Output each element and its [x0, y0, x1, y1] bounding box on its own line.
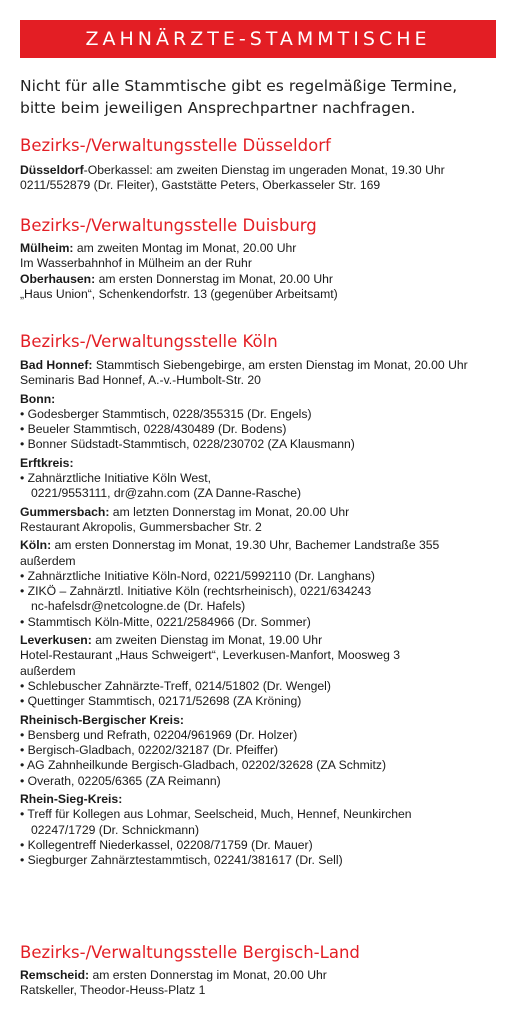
entry-line: außerdem: [20, 553, 76, 568]
list-item: • Bonner Südstadt-Stammtisch, 0228/230702 (ZA Klausmann): [20, 437, 355, 452]
list-item: • Quettinger Stammtisch, 02171/52698 (ZA Kröning): [20, 694, 302, 709]
entry-line: Oberhausen: am ersten Donnerstag im Monat, 20.00 Uhr: [20, 271, 333, 286]
list-item: • ZIKÖ – Zahnärztl. Initiative Köln (rechtsrheinisch), 0221/634243: [20, 584, 372, 599]
entry-line: Seminaris Bad Honnef, A.-v.-Humbolt-Str. 20: [20, 373, 261, 388]
list-item-continuation: 02247/1729 (Dr. Schnickmann): [31, 822, 200, 837]
entry-line: Düsseldorf-Oberkassel: am zweiten Dienstag im ungeraden Monat, 19.30 Uhr: [20, 163, 445, 177]
section-title-bergisch-land: Bezirks-/Verwaltungsstelle Bergisch-Land: [20, 943, 360, 962]
entry-line: Bad Honnef: Stammtisch Siebengebirge, am ersten Dienstag im Monat, 20.00 Uhr: [20, 358, 468, 372]
subsection-label-bonn: Bonn:: [20, 391, 56, 406]
section-title-koeln: Bezirks-/Verwaltungsstelle Köln: [20, 332, 278, 351]
list-item: • Stammtisch Köln-Mitte, 0221/2584966 (Dr. Sommer): [20, 614, 311, 629]
list-item: • Godesberger Stammtisch, 0228/355315 (Dr. Engels): [20, 406, 312, 421]
entry-line: „Haus Union“, Schenkendorfstr. 13 (gegenüber Arbeitsamt): [20, 286, 338, 301]
list-item: • Zahnärztliche Initiative Köln West,: [20, 471, 212, 486]
list-item: • Treff für Kollegen aus Lohmar, Seelscheid, Much, Hennef, Neunkirchen: [20, 807, 412, 822]
section-koeln: [20, 358, 510, 869]
list-item: • Overath, 02205/6365 (ZA Reimann): [20, 773, 221, 788]
list-item: • Bensberg und Refrath, 02204/961969 (Dr. Holzer): [20, 727, 298, 742]
entry-line: 0211/552879 (Dr. Fleiter), Gaststätte Peters, Oberkasseler Str. 169: [20, 178, 381, 193]
section-duisburg: [20, 241, 510, 302]
intro-text: [20, 75, 500, 119]
list-item: • Zahnärztliche Initiative Köln-Nord, 0221/5992110 (Dr. Langhans): [20, 568, 375, 583]
subsection-label-erftkreis: Erftkreis:: [20, 455, 74, 470]
entry-line: außerdem: [20, 663, 76, 678]
entry-line: Ratskeller, Theodor-Heuss-Platz 1: [20, 983, 206, 998]
entry-line: Restaurant Akropolis, Gummersbacher Str. 2: [20, 519, 262, 534]
entry-line: Gummersbach: am letzten Donnerstag im Monat, 20.00 Uhr: [20, 504, 350, 519]
intro-line: bitte beim jeweiligen Ansprechpartner nachfragen.: [20, 99, 416, 117]
section-title-duisburg: Bezirks-/Verwaltungsstelle Duisburg: [20, 216, 317, 235]
list-item: • AG Zahnheilkunde Bergisch-Gladbach, 02202/32628 (ZA Schmitz): [20, 758, 387, 773]
list-item-continuation: 0221/9553111, dr@zahn.com (ZA Danne-Rasche): [31, 486, 302, 501]
page-title-banner: [20, 20, 496, 58]
entry-line: Leverkusen: am zweiten Dienstag im Monat, 19.00 Uhr: [20, 633, 323, 648]
list-item: • Kollegentreff Niederkassel, 02208/71759 (Dr. Mauer): [20, 837, 313, 852]
list-item: • Schlebuscher Zahnärzte-Treff, 0214/51802 (Dr. Wengel): [20, 678, 331, 693]
list-item: • Beueler Stammtisch, 0228/430489 (Dr. Bodens): [20, 422, 287, 437]
entry-line: Mülheim: am zweiten Montag im Monat, 20.00 Uhr: [20, 241, 297, 255]
section-title-duesseldorf: Bezirks-/Verwaltungsstelle Düsseldorf: [20, 136, 331, 155]
page-title: ZAHNÄRZTE-STAMMTISCHE: [85, 28, 431, 50]
entry-line: Im Wasserbahnhof in Mülheim an der Ruhr: [20, 256, 252, 271]
list-item-continuation: nc-hafelsdr@netcologne.de (Dr. Hafels): [31, 599, 246, 614]
entry-line: Hotel-Restaurant „Haus Schweigert“, Leverkusen-Manfort, Moosweg 3: [20, 648, 401, 663]
list-item: • Siegburger Zahnärztestammtisch, 02241/381617 (Dr. Sell): [20, 853, 343, 868]
subsection-label-rhein-sieg: Rhein-Sieg-Kreis:: [20, 792, 123, 807]
entry-line: Köln: am ersten Donnerstag im Monat, 19.30 Uhr, Bachemer Landstraße 355: [20, 538, 440, 553]
section-bergisch-land: [20, 968, 510, 999]
list-item: • Bergisch-Gladbach, 02202/32187 (Dr. Pfeiffer): [20, 743, 279, 758]
subsection-label-rheinisch-bergisch: Rheinisch-Bergischer Kreis:: [20, 712, 184, 727]
intro-line: Nicht für alle Stammtische gibt es regelmäßige Termine,: [20, 77, 458, 95]
section-duesseldorf: [20, 163, 510, 194]
entry-line: Remscheid: am ersten Donnerstag im Monat, 20.00 Uhr: [20, 968, 327, 982]
